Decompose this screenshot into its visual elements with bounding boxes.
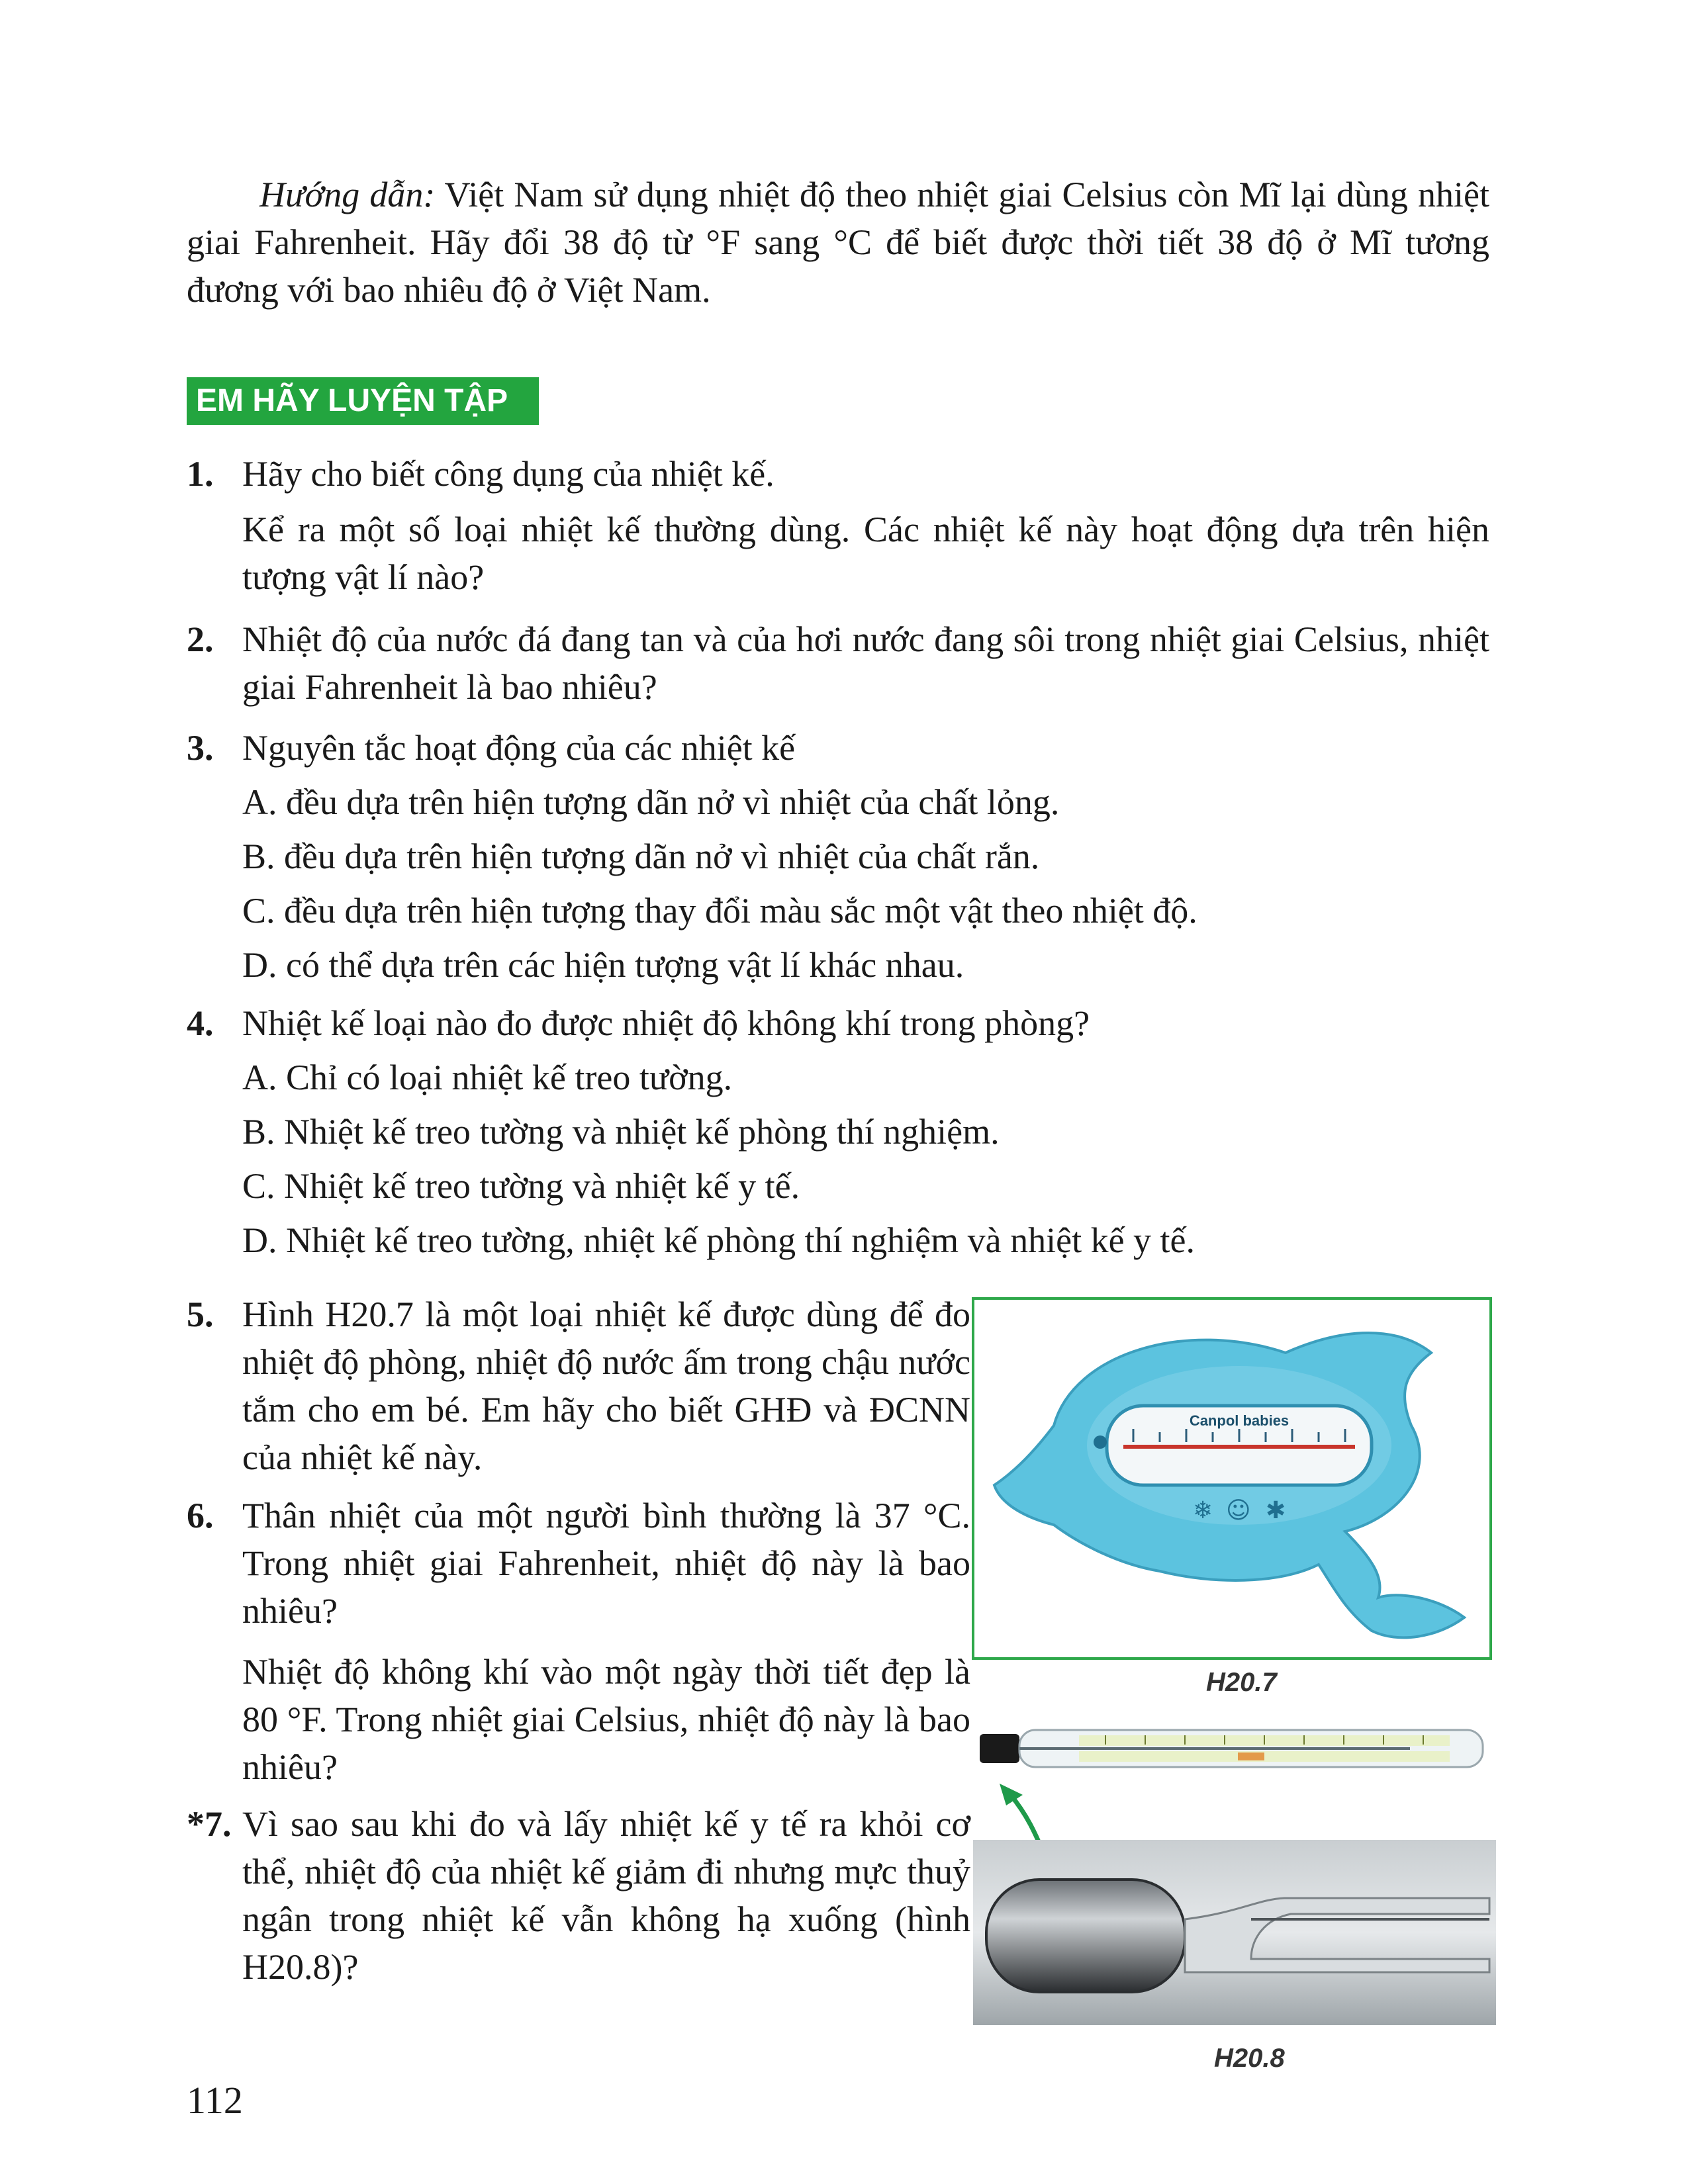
dolphin-eye <box>1094 1435 1107 1449</box>
thermometer-brand-label: Canpol babies <box>1189 1412 1289 1429</box>
question-subtext: Kể ra một số loại nhiệt kế thường dùng. Các nhiệt kế này hoạt động dựa trên hiện tượng vật lí nào? <box>242 510 1489 597</box>
option-c: C. Nhiệt kế treo tường và nhiệt kế y tế. <box>242 1166 800 1206</box>
question-3 <box>187 724 1489 777</box>
question-number: 4. <box>187 1003 214 1043</box>
question-text: Nhiệt kế loại nào đo được nhiệt độ không khí trong phòng? <box>242 1003 1090 1043</box>
glass-thermometer <box>980 1730 1483 1767</box>
question-2 <box>187 615 1489 715</box>
question-text: Hình H20.7 là một loại nhiệt kế được dùng để đo nhiệt độ phòng, nhiệt độ nước ấm trong chậu nước tắm cho em bé. Em hãy cho biết GHĐ và ĐCNN của nhiệt kế này. <box>242 1295 970 1477</box>
dolphin-thermometer-image <box>974 1300 1489 1657</box>
arrow-head-icon <box>1000 1784 1023 1805</box>
option-b: B. Nhiệt kế treo tường và nhiệt kế phòng thí nghiệm. <box>242 1112 1000 1152</box>
svg-text:☺: ☺ <box>1226 1497 1251 1524</box>
question-number: 5. <box>187 1295 214 1334</box>
question-7 <box>187 1800 970 1999</box>
medical-thermometer-image <box>973 1721 1496 2032</box>
option-c: C. đều dựa trên hiện tượng thay đổi màu sắc một vật theo nhiệt độ. <box>242 891 1197 931</box>
question-6 <box>187 1492 970 1787</box>
section-header: EM HÃY LUYỆN TẬP <box>187 377 539 425</box>
figure-h20-8 <box>973 1721 1496 2032</box>
option-d: D. có thể dựa trên các hiện tượng vật lí khác nhau. <box>242 945 964 985</box>
question-number: 6. <box>187 1496 214 1535</box>
thermometer-scale <box>1107 1406 1372 1485</box>
option-a: A. đều dựa trên hiện tượng dãn nở vì nhiệt của chất lỏng. <box>242 782 1060 822</box>
question-line: Hãy cho biết công dụng của nhiệt kế. <box>242 454 774 494</box>
question-1 <box>187 450 1489 602</box>
question-text: Vì sao sau khi đo và lấy nhiệt kế y tế ra khỏi cơ thể, nhiệt độ của nhiệt kế giảm đi nhưng mực thuỷ ngân trong nhiệt kế vẫn không hạ xuống (hình H20.8)? <box>242 1804 970 1987</box>
question-text: Nhiệt độ của nước đá đang tan và của hơi nước đang sôi trong nhiệt giai Celsius, nhiệt giai Fahrenheit là bao nhiêu? <box>242 619 1489 707</box>
question-text <box>242 450 1489 601</box>
svg-text:❄: ❄ <box>1193 1497 1213 1524</box>
thermometer-symbols <box>1193 1497 1286 1524</box>
page-number: 112 <box>187 2079 243 2122</box>
option-a: A. Chỉ có loại nhiệt kế treo tường. <box>242 1058 733 1097</box>
question-text <box>242 1492 970 1791</box>
figure-h20-7 <box>972 1297 1492 1660</box>
question-4 <box>187 999 1489 1052</box>
question-line: Thân nhiệt của một người bình thường là 37 °C. Trong nhiệt giai Fahrenheit, nhiệt độ này là bao nhiêu? <box>242 1496 970 1631</box>
svg-text:✱: ✱ <box>1266 1497 1286 1524</box>
question-number: 3. <box>187 728 214 768</box>
question-number: 2. <box>187 619 214 659</box>
option-d: D. Nhiệt kế treo tường, nhiệt kế phòng thí nghiệm và nhiệt kế y tế. <box>242 1220 1196 1260</box>
question-5 <box>187 1291 970 1489</box>
question-text: Nguyên tắc hoạt động của các nhiệt kế <box>242 728 796 768</box>
question-number: 1. <box>187 454 214 494</box>
intro-text: Việt Nam sử dụng nhiệt độ theo nhiệt giai Celsius còn Mĩ lại dùng nhiệt giai Fahrenheit. Hãy đổi 38 độ từ °F sang °C để biết được thời tiết 38 độ ở Mĩ tương đương với bao nhiêu độ ở Việt Nam. <box>187 175 1489 310</box>
question-subtext: Nhiệt độ không khí vào một ngày thời tiết đẹp là 80 °F. Trong nhiệt giai Celsius, nhiệt độ này là bao nhiêu? <box>242 1652 970 1787</box>
caption-h20-8: H20.8 <box>1214 2044 1285 2073</box>
bulb-closeup <box>973 1840 1496 2025</box>
option-b: B. đều dựa trên hiện tượng dãn nở vì nhiệt của chất rắn. <box>242 837 1040 876</box>
intro-lead: Hướng dẫn: <box>259 175 436 214</box>
intro-paragraph <box>187 171 1489 314</box>
question-number: *7. <box>187 1804 232 1844</box>
caption-h20-7: H20.7 <box>1206 1668 1277 1697</box>
